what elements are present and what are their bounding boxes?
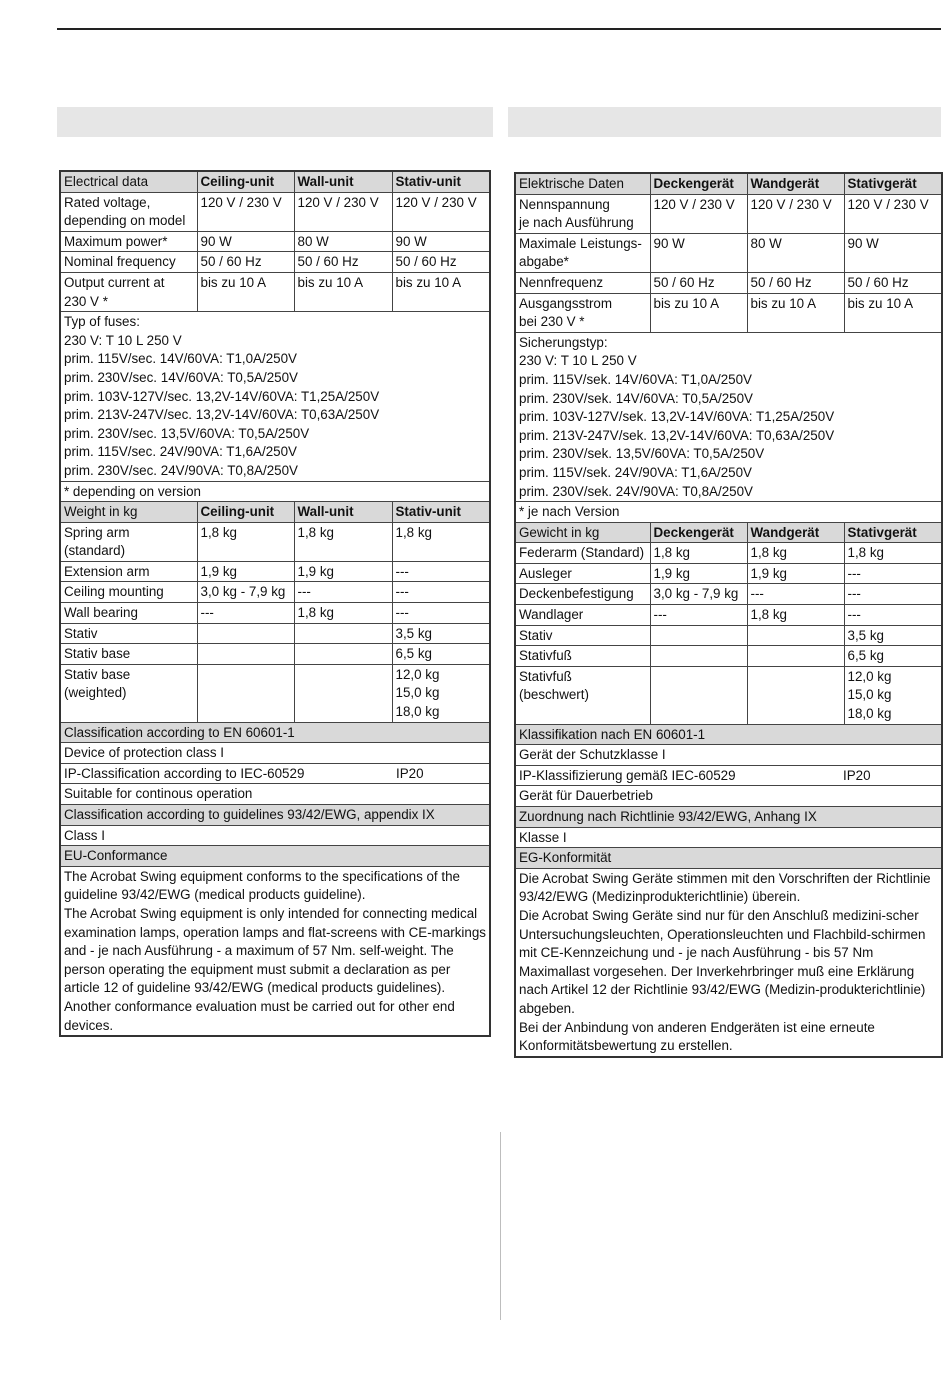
value-cell: 3,0 kg - 7,9 kg [197,582,294,603]
conformance-text: Die Acrobat Swing Geräte stimmen mit den Vorschriften der Richtlinie 93/42/EWG (Medizinprodukterichtlinie) überein. Die Acrobat Swing Geräte sind nur für den Anschluß medizini-scher Untersuchungsleuchten, Operationsleuchten und Flachbild-schirmen mit CE-Kennzeichung und - je nach Ausführung - bis 57 Nm Maximallast vorgesehen. Der Inverkehrbringer muß eine Erklärung nach Artikel 12 der Richtlinie 93/42/EWG (Medizin-produkterichtlinie) abgeben. Bei der Anbindung von anderen Endgeräten ist eine erneute Konformitätsbewertung zu erstellen. [515,868,942,1056]
label-cell: Ceiling mounting [60,582,197,603]
device-class: Klasse I [515,827,942,848]
label-cell: Stativ base [60,644,197,665]
value-cell: 50 / 60 Hz [197,252,294,273]
value-cell: 1,8 kg [197,522,294,561]
electrical-header-row [515,173,942,194]
value-cell [294,664,392,722]
conformance-text-row [515,868,942,1056]
value-cell: 120 V / 230 V [197,192,294,231]
value-cell: 80 W [294,231,392,252]
section-header: Gewicht in kg [515,522,650,543]
column-divider [500,1132,501,1320]
weight-row [60,664,490,722]
ip-value: IP20 [396,765,424,781]
electrical-row [60,272,490,311]
value-cell: --- [197,603,294,624]
column-header: Wandgerät [747,522,844,543]
guideline-title-row [60,805,490,826]
spec-table-english [59,170,491,1037]
conformance-title-row [60,846,490,867]
protection-class: Gerät der Schutzklasse I [515,745,942,766]
value-cell: 1,9 kg [294,561,392,582]
label-cell: Rated voltage, depending on model [60,192,197,231]
value-cell: 3,5 kg [392,623,490,644]
column-header: Deckengerät [650,173,747,194]
weight-row [60,561,490,582]
label-cell: Stativ [60,623,197,644]
conformance-text-row [60,866,490,1036]
value-cell: 1,9 kg [197,561,294,582]
conformance-text: The Acrobat Swing equipment conforms to the specifications of the guideline 93/42/EWG (medical products guideline). The Acrobat Swing equipment is only intended for connecting medical examination lamps, operation lamps and flat-screens with CE-markings and - je nach Ausführung - a maximum of 57 Nm. self-weight. The person operating the equipment must submit a declaration as per article 12 of guideline 93/42/EWG (medical products guidelines). Another conformance evaluation must be carried out for other end devices. [60,866,490,1036]
ip-classification [515,765,942,786]
value-cell: 1,8 kg [844,543,942,564]
value-cell: bis zu 10 A [650,293,747,332]
value-cell [197,623,294,644]
value-cell: 1,9 kg [747,563,844,584]
weight-row [515,625,942,646]
electrical-row [515,194,942,233]
column-header: Ceiling-unit [197,171,294,192]
classification-title: Klassifikation nach EN 60601-1 [515,724,942,745]
column-header: Stativgerät [844,173,942,194]
column-header: Stativ-unit [392,502,490,523]
version-note-row [60,481,490,502]
value-cell: 50 / 60 Hz [392,252,490,273]
guideline-title: Zuordnung nach Richtlinie 93/42/EWG, Anhang IX [515,807,942,828]
value-cell: 80 W [747,233,844,272]
class-row [60,825,490,846]
value-cell: --- [844,605,942,626]
label-cell: Stativfuß [515,646,650,667]
electrical-row [515,272,942,293]
electrical-header-row [60,171,490,192]
value-cell: 6,5 kg [844,646,942,667]
ip-classification [60,763,490,784]
label-cell: Spring arm (standard) [60,522,197,561]
value-cell [197,644,294,665]
value-cell: 50 / 60 Hz [747,272,844,293]
version-note: * je nach Version [515,502,942,523]
classification-title-row [515,724,942,745]
ip-row [60,763,490,784]
section-header: Weight in kg [60,502,197,523]
column-header: Wall-unit [294,502,392,523]
electrical-row [515,233,942,272]
device-class: Class I [60,825,490,846]
value-cell: bis zu 10 A [392,272,490,311]
spec-table-german-body [515,173,942,1057]
fuse-list: Typ of fuses: 230 V: T 10 L 250 V prim. 115V/sec. 14V/60VA: T1,0A/250V prim. 230V/sec. 14V/60VA: T0,5A/250V prim. 103V-127V/sec. 13,2V-14V/60VA: T1,25A/250V prim. 213V-247V/sec. 13,2V-14V/60VA: T0,63A/250V prim. 230V/sec. 13,5V/60VA: T0,5A/250V prim. 115V/sec. 24V/90VA: T1,6A/250V prim. 230V/sec. 24V/90VA: T0,8A/250V [60,312,490,481]
weight-row [515,646,942,667]
weight-row [60,623,490,644]
right-header-bar [508,107,941,137]
section-header: Electrical data [60,171,197,192]
ip-label: IP-Klassifizierung gemäß IEC-60529 [519,767,736,783]
label-cell: Output current at 230 V * [60,272,197,311]
electrical-row [515,293,942,332]
version-note: * depending on version [60,481,490,502]
value-cell: --- [392,561,490,582]
value-cell: 90 W [844,233,942,272]
value-cell: --- [392,603,490,624]
value-cell: 90 W [392,231,490,252]
fuses-row [515,332,942,501]
label-cell: Nennspannung je nach Ausführung [515,194,650,233]
column-header: Ceiling-unit [197,502,294,523]
protection-class-row [515,745,942,766]
classification-title-row [60,722,490,743]
weight-header-row [60,502,490,523]
value-cell: bis zu 10 A [197,272,294,311]
value-cell: 120 V / 230 V [747,194,844,233]
column-header: Stativgerät [844,522,942,543]
value-cell: --- [844,563,942,584]
guideline-title: Classification according to guidelines 93/42/EWG, appendix IX [60,805,490,826]
label-cell: Stativ base (weighted) [60,664,197,722]
spec-table-german [514,172,943,1058]
value-cell [747,666,844,724]
guideline-title-row [515,807,942,828]
value-cell: 90 W [650,233,747,272]
value-cell: 6,5 kg [392,644,490,665]
weight-header-row [515,522,942,543]
value-cell: bis zu 10 A [294,272,392,311]
top-rule [57,28,941,30]
class-row [515,827,942,848]
spec-table-english-body [60,171,490,1036]
label-cell: Wandlager [515,605,650,626]
label-cell: Wall bearing [60,603,197,624]
value-cell: 1,8 kg [294,603,392,624]
weight-row [515,666,942,724]
label-cell: Stativfuß (beschwert) [515,666,650,724]
weight-row [515,563,942,584]
column-header: Wall-unit [294,171,392,192]
label-cell: Maximum power* [60,231,197,252]
value-cell: 50 / 60 Hz [650,272,747,293]
protection-class-row [60,743,490,764]
label-cell: Federarm (Standard) [515,543,650,564]
ip-value: IP20 [843,767,871,783]
value-cell: 1,8 kg [392,522,490,561]
label-cell: Nominal frequency [60,252,197,273]
label-cell: Nennfrequenz [515,272,650,293]
value-cell: --- [650,605,747,626]
value-cell [650,666,747,724]
value-cell: 1,8 kg [747,605,844,626]
operation-row [60,784,490,805]
value-cell: 120 V / 230 V [844,194,942,233]
value-cell: --- [294,582,392,603]
version-note-row [515,502,942,523]
column-header: Stativ-unit [392,171,490,192]
value-cell [197,664,294,722]
operation-row [515,786,942,807]
operation-mode: Suitable for continous operation [60,784,490,805]
weight-row [60,644,490,665]
label-cell: Ausleger [515,563,650,584]
value-cell: --- [747,584,844,605]
value-cell [747,646,844,667]
value-cell: 1,9 kg [650,563,747,584]
value-cell: 3,0 kg - 7,9 kg [650,584,747,605]
classification-title: Classification according to EN 60601-1 [60,722,490,743]
label-cell: Stativ [515,625,650,646]
value-cell: 120 V / 230 V [392,192,490,231]
value-cell [294,644,392,665]
electrical-row [60,231,490,252]
weight-row [515,605,942,626]
value-cell [294,623,392,644]
section-header: Elektrische Daten [515,173,650,194]
value-cell: --- [844,584,942,605]
electrical-row [60,252,490,273]
weight-row [515,584,942,605]
conformance-title: EG-Konformität [515,848,942,869]
electrical-row [60,192,490,231]
value-cell: 12,0 kg 15,0 kg 18,0 kg [844,666,942,724]
value-cell: --- [392,582,490,603]
value-cell: 50 / 60 Hz [844,272,942,293]
value-cell [747,625,844,646]
column-header: Wandgerät [747,173,844,194]
value-cell [650,646,747,667]
value-cell: 120 V / 230 V [294,192,392,231]
value-cell: 50 / 60 Hz [294,252,392,273]
weight-row [60,582,490,603]
value-cell: bis zu 10 A [844,293,942,332]
value-cell: 1,8 kg [650,543,747,564]
value-cell: 1,8 kg [294,522,392,561]
label-cell: Deckenbefestigung [515,584,650,605]
value-cell: 90 W [197,231,294,252]
value-cell: bis zu 10 A [747,293,844,332]
column-header: Deckengerät [650,522,747,543]
conformance-title: EU-Conformance [60,846,490,867]
value-cell: 1,8 kg [747,543,844,564]
protection-class: Device of protection class I [60,743,490,764]
left-header-bar [57,107,493,137]
weight-row [60,603,490,624]
label-cell: Maximale Leistungs- abgabe* [515,233,650,272]
weight-row [60,522,490,561]
fuses-row [60,312,490,481]
value-cell: 120 V / 230 V [650,194,747,233]
label-cell: Ausgangsstrom bei 230 V * [515,293,650,332]
weight-row [515,543,942,564]
conformance-title-row [515,848,942,869]
ip-label: IP-Classification according to IEC-60529 [64,765,305,781]
label-cell: Extension arm [60,561,197,582]
fuse-list: Sicherungstyp: 230 V: T 10 L 250 V prim. 115V/sek. 14V/60VA: T1,0A/250V prim. 230V/sek. 14V/60VA: T0,5A/250V prim. 103V-127V/sek. 13,2V-14V/60VA: T1,25A/250V prim. 213V-247V/sek. 13,2V-14V/60VA: T0,63A/250V prim. 230V/sek. 13,5V/60VA: T0,5A/250V prim. 115V/sek. 24V/90VA: T1,6A/250V prim. 230V/sek. 24V/90VA: T0,8A/250V [515,332,942,501]
value-cell [650,625,747,646]
ip-row [515,765,942,786]
value-cell: 3,5 kg [844,625,942,646]
operation-mode: Gerät für Dauerbetrieb [515,786,942,807]
value-cell: 12,0 kg 15,0 kg 18,0 kg [392,664,490,722]
